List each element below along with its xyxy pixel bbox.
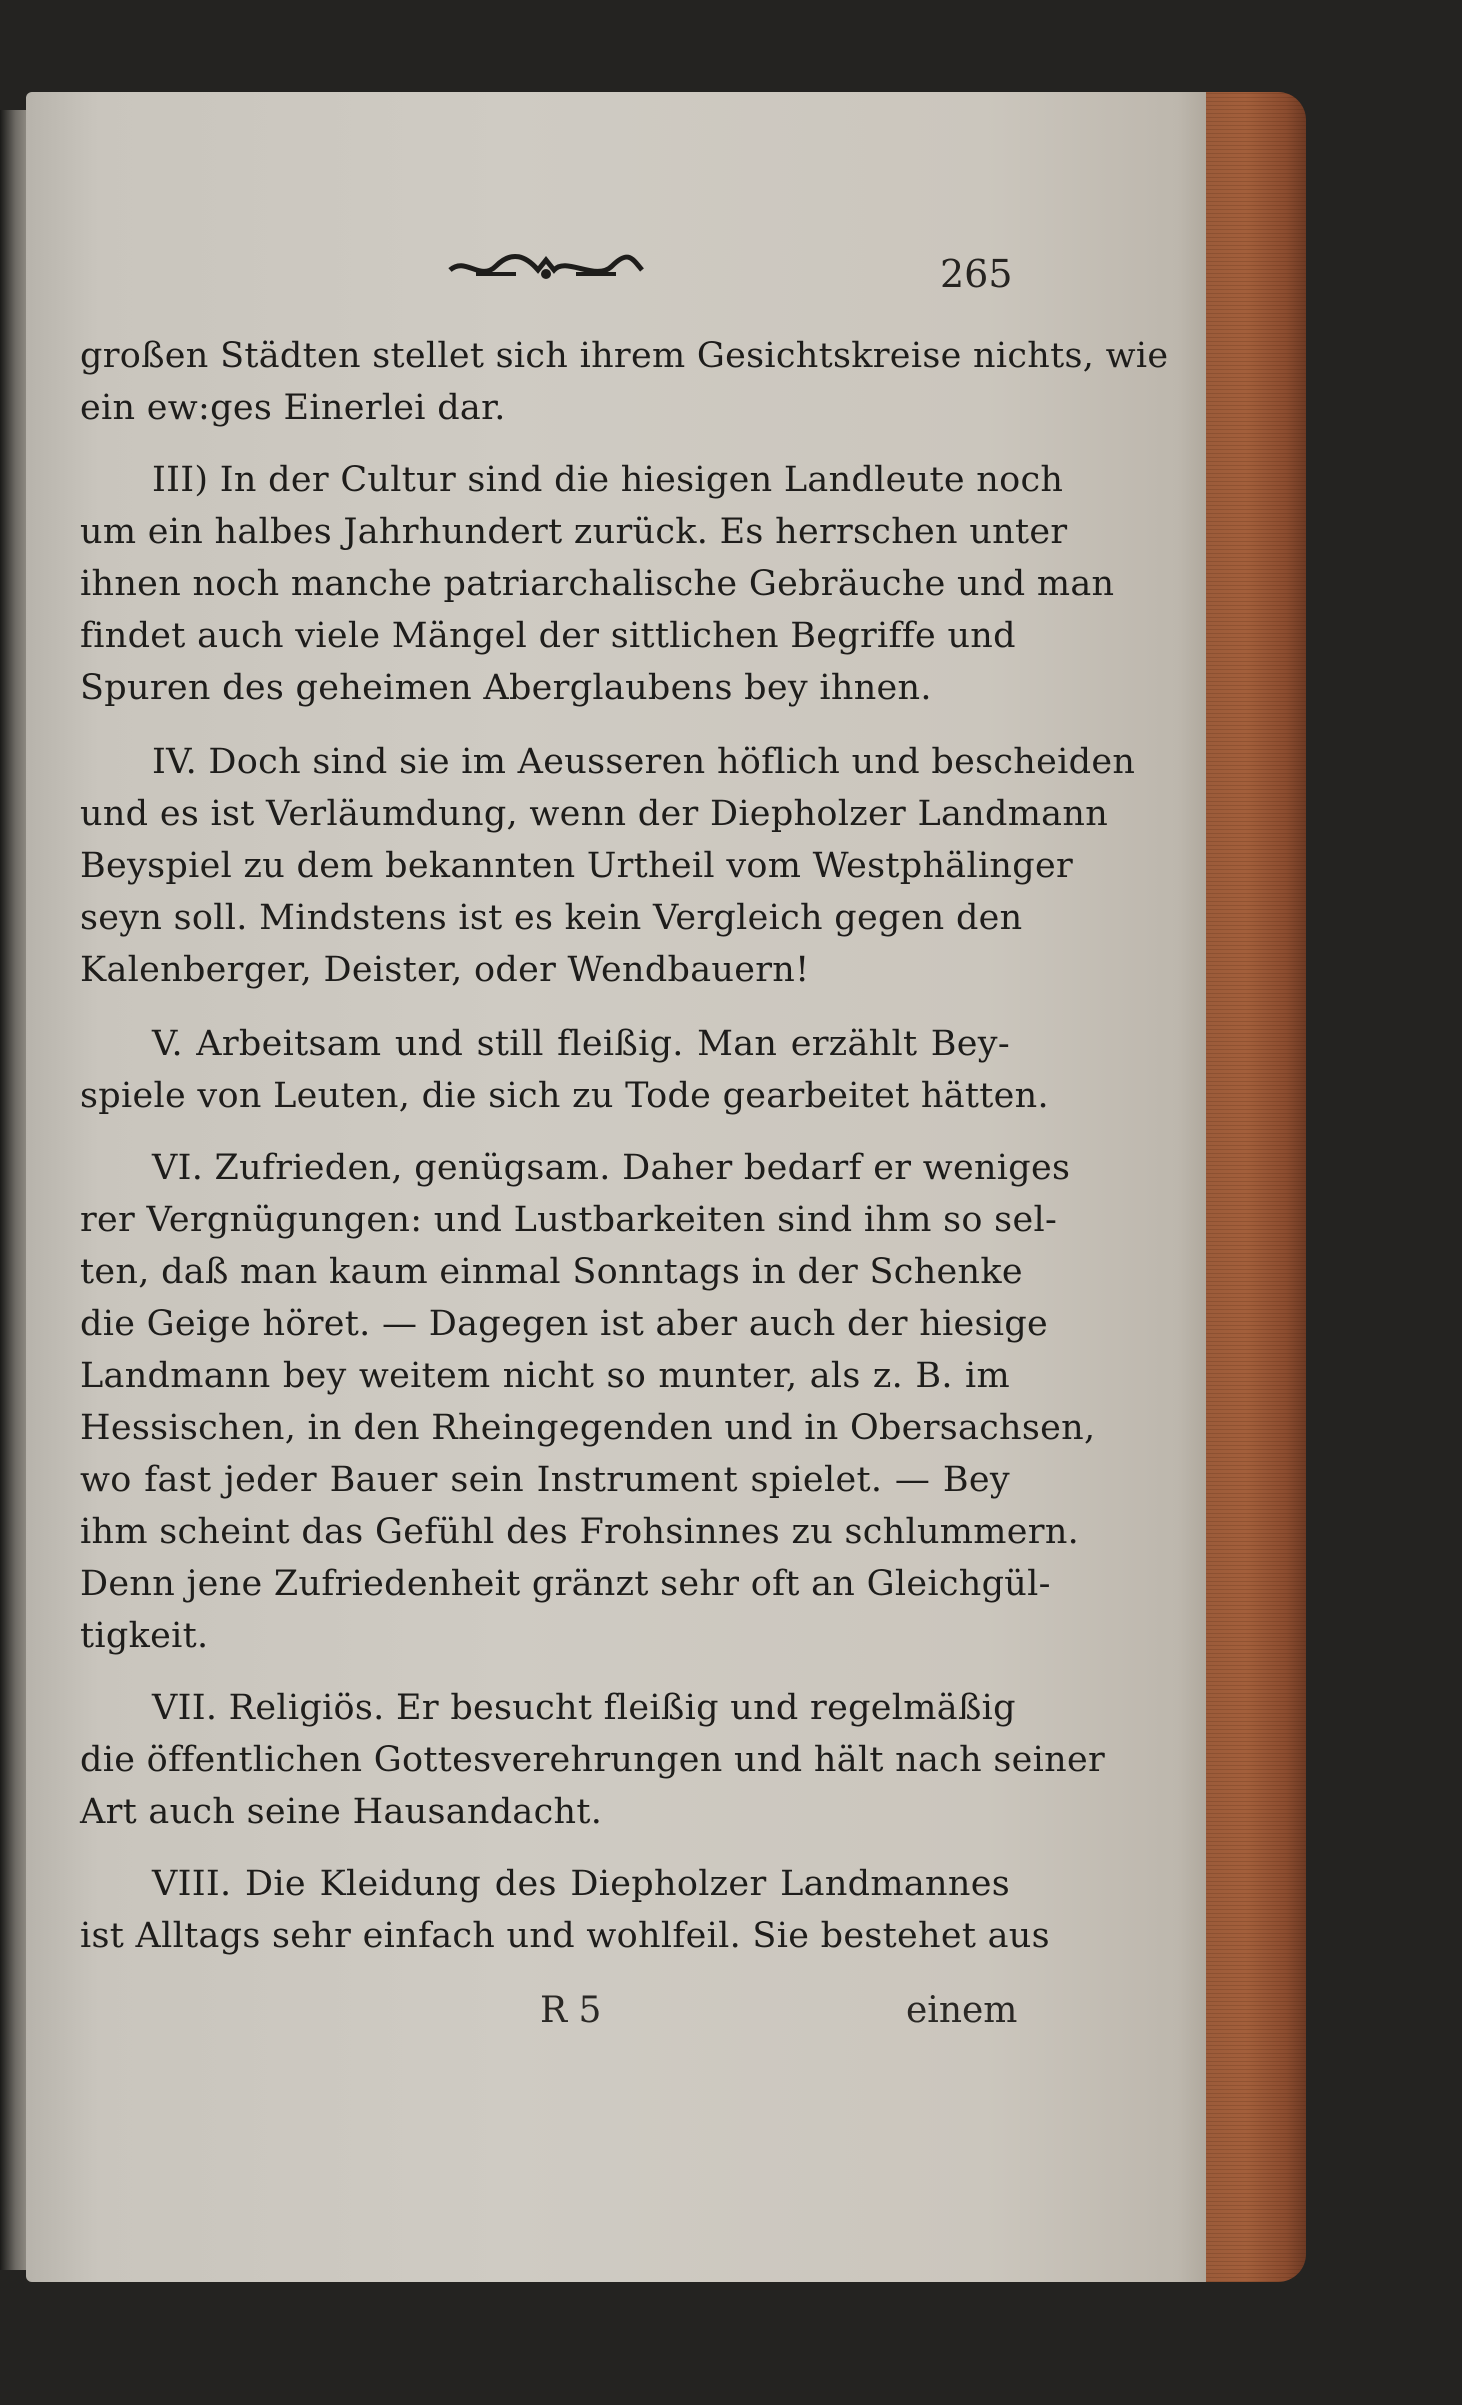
page-fore-edge: [1206, 92, 1306, 2282]
text-line: rer Vergnügungen: und Lustbarkeiten sind ihm so sel-: [80, 1200, 1058, 1240]
text-line: III) In der Cultur sind die hiesigen Landleute noch: [152, 460, 1064, 500]
page-number: 265: [940, 252, 1013, 296]
text-line: Kalenberger, Deister, oder Wendbauern!: [80, 950, 810, 990]
text-line: um ein halbes Jahrhundert zurück. Es herrschen unter: [80, 512, 1068, 552]
signature-mark: R 5: [540, 1990, 602, 2031]
text-line: ten, daß man kaum einmal Sonntags in der Schenke: [80, 1252, 1023, 1292]
text-line: IV. Doch sind sie im Aeusseren höflich und bescheiden: [152, 742, 1136, 782]
text-line: die Geige höret. — Dagegen ist aber auch der hiesige: [80, 1304, 1049, 1344]
text-line: V. Arbeitsam und still fleißig. Man erzählt Bey-: [152, 1024, 1010, 1064]
text-line: wo fast jeder Bauer sein Instrument spielet. — Bey: [80, 1460, 1010, 1500]
catchword: einem: [906, 1990, 1018, 2031]
text-line: ihm scheint das Gefühl des Frohsinnes zu schlummern.: [80, 1512, 1080, 1552]
text-line: ist Alltags sehr einfach und wohlfeil. Sie bestehet aus: [80, 1916, 1050, 1956]
text-line: Art auch seine Hausandacht.: [80, 1792, 603, 1832]
text-line: VIII. Die Kleidung des Diepholzer Landmannes: [152, 1864, 1010, 1904]
left-page-edge: [0, 110, 26, 2270]
text-line: Beyspiel zu dem bekannten Urtheil vom Westphälinger: [80, 846, 1074, 886]
text-line: VI. Zufrieden, genügsam. Daher bedarf er weniges: [152, 1148, 1071, 1188]
text-line: die öffentlichen Gottesverehrungen und hält nach seiner: [80, 1740, 1105, 1780]
text-line: tigkeit.: [80, 1616, 209, 1656]
text-line: seyn soll. Mindstens ist es kein Vergleich gegen den: [80, 898, 1023, 938]
text-line: Landmann bey weitem nicht so munter, als z. B. im: [80, 1356, 1010, 1396]
headpiece-ornament-icon: [446, 248, 646, 288]
text-line: VII. Religiös. Er besucht fleißig und regelmäßig: [152, 1688, 1016, 1728]
text-line: ein ew:ges Einerlei dar.: [80, 388, 506, 428]
text-line: ihnen noch manche patriarchalische Gebräuche und man: [80, 564, 1115, 604]
text-line: und es ist Verläumdung, wenn der Diepholzer Landmann: [80, 794, 1109, 834]
text-line: Denn jene Zufriedenheit gränzt sehr oft an Gleichgül-: [80, 1564, 1051, 1604]
text-line: großen Städten stellet sich ihrem Gesichtskreise nichts, wie: [80, 336, 1169, 376]
text-line: findet auch viele Mängel der sittlichen Begriffe und: [80, 616, 1016, 656]
text-line: Spuren des geheimen Aberglaubens bey ihnen.: [80, 668, 932, 708]
text-line: spiele von Leuten, die sich zu Tode gearbeitet hätten.: [80, 1076, 1049, 1116]
text-line: Hessischen, in den Rheingegenden und in Obersachsen,: [80, 1408, 1096, 1448]
